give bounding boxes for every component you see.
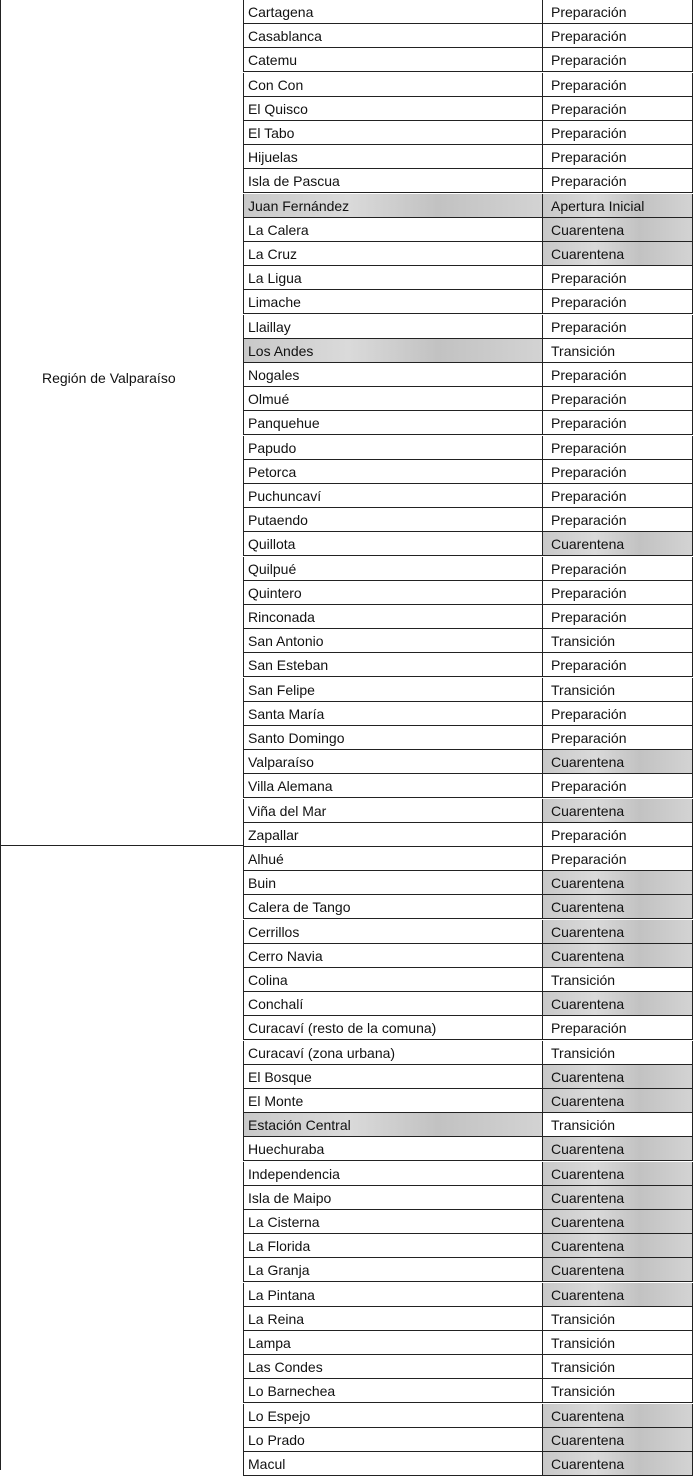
comuna-cell: El Quisco: [243, 97, 543, 121]
table-row: [0, 1307, 698, 1331]
table-row: [0, 169, 698, 193]
table-row: [0, 678, 698, 702]
table-row: [0, 532, 698, 556]
fase-cell: Apertura Inicial: [543, 194, 693, 218]
comuna-cell: Isla de Maipo: [243, 1186, 543, 1210]
fase-cell: Transición: [543, 968, 693, 992]
fase-cell: Cuarentena: [543, 1065, 693, 1089]
table-row: [0, 24, 698, 48]
fase-cell: Cuarentena: [543, 1089, 693, 1113]
table-row: [0, 992, 698, 1016]
fase-cell: Preparación: [543, 774, 693, 798]
table-row: [0, 847, 698, 871]
comuna-cell: Buin: [243, 871, 543, 895]
comuna-cell: Cerro Navia: [243, 944, 543, 968]
fase-cell: Preparación: [543, 315, 693, 339]
comuna-cell: Las Condes: [243, 1355, 543, 1379]
fase-cell: Cuarentena: [543, 1162, 693, 1186]
table-row: [0, 387, 698, 411]
fase-cell: Cuarentena: [543, 218, 693, 242]
table-row: [0, 920, 698, 944]
table-row: [0, 823, 698, 847]
fase-cell: Cuarentena: [543, 992, 693, 1016]
table-row: [0, 145, 698, 169]
comuna-cell: La Reina: [243, 1307, 543, 1331]
comuna-cell: San Esteban: [243, 653, 543, 677]
table-row: [0, 1089, 698, 1113]
fase-cell: Preparación: [543, 0, 693, 24]
fase-cell: Cuarentena: [543, 1186, 693, 1210]
comuna-cell: Viña del Mar: [243, 799, 543, 823]
fase-cell: Preparación: [543, 411, 693, 435]
comuna-cell: Hijuelas: [243, 145, 543, 169]
comuna-cell: Con Con: [243, 73, 543, 97]
fase-cell: Transición: [543, 1307, 693, 1331]
comuna-cell: Valparaíso: [243, 750, 543, 774]
comuna-cell: Lo Prado: [243, 1428, 543, 1452]
fase-cell: Transición: [543, 1041, 693, 1065]
comuna-cell: Juan Fernández: [243, 194, 543, 218]
comuna-cell: Limache: [243, 290, 543, 314]
table-row: [0, 121, 698, 145]
fase-cell: Preparación: [543, 726, 693, 750]
fase-cell: Cuarentena: [543, 799, 693, 823]
table-row: [0, 73, 698, 97]
fase-cell: Cuarentena: [543, 944, 693, 968]
comuna-cell: Petorca: [243, 460, 543, 484]
comuna-cell: La Calera: [243, 218, 543, 242]
comuna-cell: Colina: [243, 968, 543, 992]
fase-cell: Cuarentena: [543, 920, 693, 944]
comuna-cell: Lo Espejo: [243, 1404, 543, 1428]
fase-cell: Transición: [543, 1331, 693, 1355]
comuna-cell: El Tabo: [243, 121, 543, 145]
table-row: [0, 411, 698, 435]
table-row: [0, 871, 698, 895]
fase-cell: Transición: [543, 339, 693, 363]
fase-cell: Transición: [543, 1379, 693, 1403]
fase-cell: Cuarentena: [543, 871, 693, 895]
comuna-cell: Zapallar: [243, 823, 543, 847]
comuna-cell: Villa Alemana: [243, 774, 543, 798]
fase-cell: Transición: [543, 678, 693, 702]
table-row: [0, 1065, 698, 1089]
fase-cell: Cuarentena: [543, 895, 693, 919]
fase-cell: Preparación: [543, 363, 693, 387]
comuna-cell: Curacaví (resto de la comuna): [243, 1016, 543, 1040]
fase-cell: Preparación: [543, 702, 693, 726]
comuna-cell: Casablanca: [243, 24, 543, 48]
fase-cell: Transición: [543, 1113, 693, 1137]
comuna-cell: La Ligua: [243, 266, 543, 290]
table-row: [0, 1258, 698, 1282]
comuna-cell: Independencia: [243, 1162, 543, 1186]
table-row: [0, 1428, 698, 1452]
comuna-cell: Calera de Tango: [243, 895, 543, 919]
table-row: [0, 194, 698, 218]
comuna-cell: La Florida: [243, 1234, 543, 1258]
comuna-cell: Nogales: [243, 363, 543, 387]
comuna-cell: Santa María: [243, 702, 543, 726]
table-row: [0, 290, 698, 314]
fase-cell: Preparación: [543, 484, 693, 508]
table-row: [0, 944, 698, 968]
comuna-cell: Llaillay: [243, 315, 543, 339]
fase-cell: Cuarentena: [543, 1210, 693, 1234]
fase-cell: Cuarentena: [543, 242, 693, 266]
table-row: [0, 484, 698, 508]
comuna-cell: Conchalí: [243, 992, 543, 1016]
table-row: [0, 1041, 698, 1065]
comuna-cell: Putaendo: [243, 508, 543, 532]
fase-cell: Preparación: [543, 436, 693, 460]
comuna-cell: Rinconada: [243, 605, 543, 629]
fase-cell: Cuarentena: [543, 1137, 693, 1161]
table-row: [0, 218, 698, 242]
fase-cell: Preparación: [543, 266, 693, 290]
table-row: [0, 1331, 698, 1355]
comuna-cell: Macul: [243, 1452, 543, 1476]
fase-cell: Cuarentena: [543, 1258, 693, 1282]
table-row: [0, 581, 698, 605]
fase-cell: Preparación: [543, 508, 693, 532]
table-row: [0, 1113, 698, 1137]
fase-cell: Preparación: [543, 97, 693, 121]
comuna-cell: La Granja: [243, 1258, 543, 1282]
comuna-cell: Quilpué: [243, 557, 543, 581]
comuna-cell: Cartagena: [243, 0, 543, 24]
table-row: [0, 1452, 698, 1476]
table-row: [0, 750, 698, 774]
fase-cell: Preparación: [543, 73, 693, 97]
comuna-cell: Lo Barnechea: [243, 1379, 543, 1403]
fase-cell: Preparación: [543, 823, 693, 847]
comuna-cell: El Bosque: [243, 1065, 543, 1089]
fase-cell: Preparación: [543, 460, 693, 484]
fase-cell: Preparación: [543, 24, 693, 48]
fase-cell: Cuarentena: [543, 1452, 693, 1476]
comuna-cell: El Monte: [243, 1089, 543, 1113]
comuna-cell: Panquehue: [243, 411, 543, 435]
fase-cell: Preparación: [543, 121, 693, 145]
table-row: [0, 48, 698, 72]
comuna-cell: San Antonio: [243, 629, 543, 653]
comuna-cell: Los Andes: [243, 339, 543, 363]
table-row: [0, 363, 698, 387]
comuna-cell: La Cruz: [243, 242, 543, 266]
table-row: [0, 1186, 698, 1210]
comuna-cell: La Cisterna: [243, 1210, 543, 1234]
fase-cell: Preparación: [543, 169, 693, 193]
table-row: [0, 1234, 698, 1258]
comuna-cell: Huechuraba: [243, 1137, 543, 1161]
comuna-cell: Olmué: [243, 387, 543, 411]
fase-cell: Preparación: [543, 653, 693, 677]
comuna-cell: Cerrillos: [243, 920, 543, 944]
table-row: [0, 1355, 698, 1379]
table-row: [0, 339, 698, 363]
fase-cell: Preparación: [543, 847, 693, 871]
table-row: [0, 968, 698, 992]
table-row: [0, 1210, 698, 1234]
table-row: [0, 629, 698, 653]
fase-cell: Preparación: [543, 387, 693, 411]
table-row: [0, 266, 698, 290]
comuna-cell: Quillota: [243, 532, 543, 556]
fase-cell: Cuarentena: [543, 532, 693, 556]
fase-cell: Preparación: [543, 145, 693, 169]
fase-cell: Cuarentena: [543, 1234, 693, 1258]
table-row: [0, 726, 698, 750]
table-row: [0, 799, 698, 823]
table-row: [0, 605, 698, 629]
comuna-cell: Curacaví (zona urbana): [243, 1041, 543, 1065]
comuna-cell: Alhué: [243, 847, 543, 871]
fase-cell: Preparación: [543, 581, 693, 605]
fase-cell: Preparación: [543, 557, 693, 581]
table-row: [0, 1283, 698, 1307]
fase-cell: Cuarentena: [543, 1283, 693, 1307]
fase-cell: Preparación: [543, 290, 693, 314]
fase-cell: Cuarentena: [543, 1428, 693, 1452]
table-row: [0, 0, 698, 24]
table-row: [0, 1016, 698, 1040]
table-row: [0, 895, 698, 919]
fase-cell: Preparación: [543, 48, 693, 72]
comuna-cell: Lampa: [243, 1331, 543, 1355]
table-row: [0, 97, 698, 121]
table-row: [0, 508, 698, 532]
fase-cell: Transición: [543, 1355, 693, 1379]
region-label-valparaiso: Región de Valparaíso: [42, 370, 176, 386]
table-row: [0, 1137, 698, 1161]
table-row: [0, 242, 698, 266]
table-row: [0, 436, 698, 460]
table-row: [0, 774, 698, 798]
table-row: [0, 315, 698, 339]
table-row: [0, 1162, 698, 1186]
table-row: [0, 702, 698, 726]
table-row: [0, 557, 698, 581]
comuna-cell: La Pintana: [243, 1283, 543, 1307]
table-row: [0, 1404, 698, 1428]
table-row: [0, 460, 698, 484]
fase-cell: Cuarentena: [543, 750, 693, 774]
comuna-cell: Quintero: [243, 581, 543, 605]
comuna-cell: San Felipe: [243, 678, 543, 702]
comuna-cell: Catemu: [243, 48, 543, 72]
fase-cell: Preparación: [543, 605, 693, 629]
fase-cell: Preparación: [543, 1016, 693, 1040]
comuna-cell: Santo Domingo: [243, 726, 543, 750]
table-row: [0, 653, 698, 677]
comuna-cell: Isla de Pascua: [243, 169, 543, 193]
comuna-cell: Puchuncaví: [243, 484, 543, 508]
comuna-cell: Papudo: [243, 436, 543, 460]
fase-cell: Cuarentena: [543, 1404, 693, 1428]
fase-cell: Transición: [543, 629, 693, 653]
table-row: [0, 1379, 698, 1403]
comuna-cell: Estación Central: [243, 1113, 543, 1137]
